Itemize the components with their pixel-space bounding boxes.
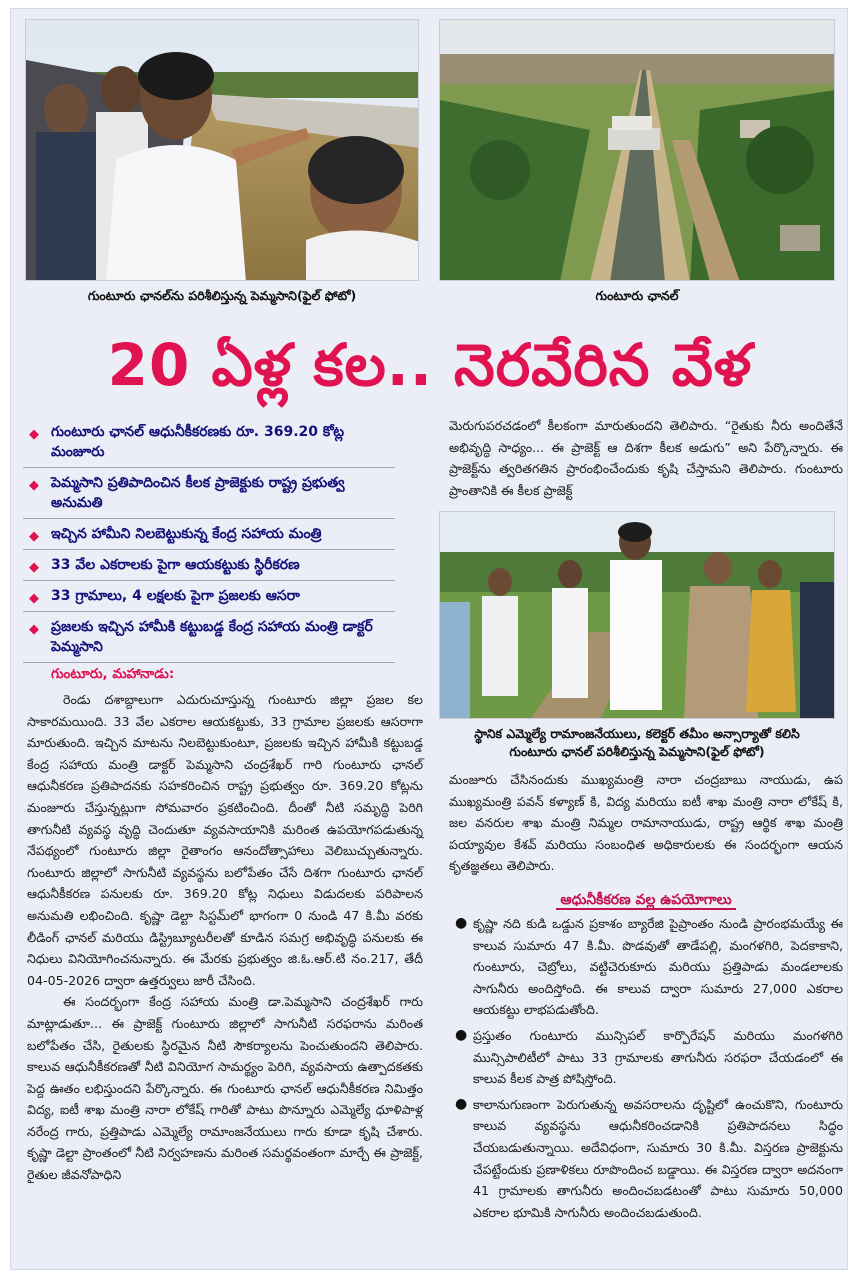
highlights-list <box>23 417 395 663</box>
diamond-icon: ◆ <box>29 529 39 544</box>
diamond-icon: ◆ <box>29 622 39 637</box>
benefit-text: కృష్ణా నది కుడి ఒడ్డున ప్రకాశం బ్యారేజి పైప్రాంతం నుండి ప్రారంభమయ్యే ఈ కాలువ సుమారు 47 కి.మీ. పొడవుతో తాడేపల్లి, మంగళగిరి, పెదకాకాని, గుంటూరు, చెబ్రోలు, వట్టిచెరుకూరు మరియు ప్రత్తిపాడు మండలాలకు సాగునీరు అందిస్తోంది. ఈ కాలువ ద్వారా సుమారు 27,000 ఎకరాల ఆయకట్టు లాభపడుతోంది. <box>473 916 843 1018</box>
highlight-item <box>23 612 395 663</box>
body-paragraph: మెరుగుపరచడంలో కీలకంగా మారుతుందని తెలిపారు. “రైతుకు నీరు అందితేనే అభివృద్ధి సాధ్యం... ఈ ప్రాజెక్ట్ ఆ దిశగా కీలక అడుగు” అని పేర్కొన్నారు. ఈ ప్రాజెక్ట్‌ను త్వరితగతిన ప్రారంభించేందుకు కృషి చేస్తామని తెలిపారు. గుంటూరు ప్రాంతానికి ఈ కీలక ప్రాజెక్ట్ <box>449 418 843 498</box>
benefit-item <box>449 913 843 1021</box>
newspaper-page <box>10 8 848 1270</box>
benefit-item <box>449 1025 843 1090</box>
benefit-text: ప్రస్తుతం గుంటూరు మున్సిపల్ కార్పొరేషన్ మరియు మంగళగిరి మున్సిపాలిటీలో పాటు 33 గ్రామాలకు తాగునీరు సరఫరా చేయడంలో ఈ కాలువ కీలక పాత్ర పోషిస్తోంది. <box>473 1027 843 1087</box>
highlight-item <box>23 550 395 581</box>
bullet-dot-icon: ● <box>455 1026 468 1043</box>
photo-guntur-channel-aerial-image <box>440 20 835 281</box>
benefits-heading-text: ఆధునీకీకరణ వల్ల ఉపయోగాలు <box>556 892 735 910</box>
highlight-text: ప్రజలకు ఇచ్చిన హామీకి కట్టుబడ్డ కేంద్ర సహాయ మంత్రి డాక్టర్ పెమ్మసాని <box>51 619 373 655</box>
diamond-icon: ◆ <box>29 560 39 575</box>
highlight-item <box>23 519 395 550</box>
body-paragraph: మంజూరు చేసినందుకు ముఖ్యమంత్రి నారా చంద్రబాబు నాయుడు, ఉప ముఖ్యమంత్రి పవన్ కళ్యాణ్ కి, విద్య మరియు ఐటీ శాఖ మంత్రి నారా లోకేష్ కి, జల వనరుల శాఖ మంత్రి నిమ్మల రామానాయుడు, రాష్ట్ర ఆర్థిక శాఖ మంత్రి పయ్యావుల కేశవ్ మరియు సంబంధిత అధికారులకు ఈ సందర్భంగా ఆయన కృతజ్ఞతలు తెలిపారు. <box>449 772 843 874</box>
highlight-text: 33 గ్రామాలు, 4 లక్షలకు పైగా ప్రజలకు ఆసరా <box>51 588 300 604</box>
highlight-text: గుంటూరు ఛానల్ ఆధునీకీకరణకు రూ. 369.20 కోట్ల మంజూరు <box>51 424 345 460</box>
photo-guntur-channel-aerial <box>439 19 835 281</box>
right-column-mid-text <box>449 769 843 877</box>
body-paragraph: ఈ సందర్భంగా కేంద్ర సహాయ మంత్రి డా.పెమ్మసాని చంద్రశేఖర్ గారు మాట్లాడుతూ... ఈ ప్రాజెక్ట్ గుంటూరు జిల్లాలో సాగునీటి సరఫరాను మరింత బలోపేతం చేసి, రైతులకు స్థిరమైన నీటి సౌకర్యాలను పెంచుతుందని తెలిపారు. కాలువ ఆధునీకీకరణతో నీటి వినియోగ సామర్థ్యం పెరిగి, వ్యవసాయ ఉత్పాదకతకు పెద్ద ఊతం లభిస్తుందని పేర్కొన్నారు. ఈ గుంటూరు ఛానల్ ఆధునీకీకరణ నిమిత్తం విద్య, ఐటీ శాఖ మంత్రి నారా లోకేష్ గారితో పాటు పొన్నూరు ఎమ్మెల్యే ధూళిపాళ్ల నరేంద్ర గారు, ప్రత్తిపాడు ఎమ్మెల్యే రామాంజనేయులు గారు కూడా కృషి చేశారు. కృష్ణా డెల్టా ప్రాంతంలో నీటి నిర్వహణను మరింత సమర్థవంతంగా మార్చే ఈ ప్రాజెక్ట్, రైతుల జీవనోపాధిని <box>27 994 423 1183</box>
photo-officials-with-collector-image <box>440 512 835 719</box>
dateline: గుంటూరు, మహానాడు: <box>51 666 175 682</box>
photo-officials-with-collector <box>439 511 835 719</box>
photo-officials-inspecting-canal <box>25 19 419 281</box>
bullet-dot-icon: ● <box>455 915 468 931</box>
benefit-text: కాలానుగుణంగా పెరుగుతున్న అవసరాలను దృష్టిలో ఉంచుకొని, గుంటూరు కాలువ వ్యవస్థను ఆధునీకరించడానికి ప్రతిపాదనలు సిద్ధం చేయబడుతున్నాయి. అదేవిధంగా, సుమారు 30 కి.మీ. విస్తరణ ప్రాజెక్టును చేపట్టేందుకు ప్రణాళికలు రూపొందించ బడ్డాయి. ఈ విస్తరణ ద్వారా అదనంగా 41 గ్రామాలకు తాగునీరు అందించబడటంతో పాటు సుమారు 50,000 ఎకరాల భూమికి సాగునీరు అందించబడుతుంది. <box>473 1096 843 1220</box>
highlight-text: పెమ్మసాని ప్రతిపాదించిన కీలక ప్రాజెక్టుకు రాష్ట్ర ప్రభుత్వ అనుమతి <box>51 475 345 511</box>
highlight-item <box>23 468 395 519</box>
benefits-list <box>449 913 843 1227</box>
left-column-body <box>27 689 423 1186</box>
photo-caption-top-left: గుంటూరు ఛానల్‌ను పరిశీలిస్తున్న పెమ్మసాని(ఫైల్ ఫోటో) <box>87 288 357 303</box>
diamond-icon: ◆ <box>29 591 39 606</box>
bullet-dot-icon: ● <box>455 1095 468 1112</box>
benefits-heading <box>449 889 843 911</box>
body-paragraph: రెండు దశాబ్దాలుగా ఎదురుచూస్తున్న గుంటూరు జిల్లా ప్రజల కల సాకారమయింది. 33 వేల ఎకరాల ఆయకట్టుకు, 33 గ్రామాల ప్రజలకు ఆసరాగా మారుతుంది. ఇచ్చిన మాటను నిలబెట్టుకుంటూ, ప్రజలకు ఇచ్చిన హామీకి కట్టుబడ్డ కేంద్ర సహాయ మంత్రి డాక్టర్ పెమ్మసాని చంద్రశేఖర్ గారి గుంటూరు ఛానల్ ఆధునీకరణ ప్రతిపాదనకు సహకరించిన రాష్ట్ర ప్రభుత్వం రూ. 369.20 కోట్లను మంజూరు చేస్తున్నట్లుగా సోమవారం ప్రకటించింది. దీంతో నీటి సమృద్ధి పెరిగి తాగునీటి వ్యవస్థ వృద్ధి చెందుతూ వ్యవసాయానికి మరింత ఉపయోగపడుతున్న నేపథ్యంలో గుంటూరు జిల్లా రైతాంగం ఆనందోత్సాహాలు వెలిబుచ్చుతున్నారు. గుంటూరు జిల్లాలో సాగునీటి వ్యవస్థను బలోపేతం చేసే దిశగా గుంటూరు ఛానల్ ఆధునీకీకరణ పనులకు రూ. 369.20 కోట్ల నిధులు విడుదలకు పరిపాలన అనుమతి లభించింది. కృష్ణా డెల్టా సిస్టమ్‌లో భాగంగా 0 నుండి 47 కి.మీ వరకు లీడింగ్ ఛానల్ మరియు డిస్ట్రిబ్యూటరీలతో కూడిన సమగ్ర అభివృద్ధి పనులకు ఈ నిధులు వినియోగించనున్నారు. ఈ మేరకు ప్రభుత్వం జి.ఓ.ఆర్.టి నం.217, తేదీ 04-05-2026 ద్వారా ఉత్తర్వులు జారీ చేసింది. <box>27 692 423 988</box>
benefit-item <box>449 1094 843 1224</box>
photo-caption-mid-right-line1: స్థానిక ఎమ్మెల్యే రామాంజనేయులు, కలెక్టర్ తమీం అన్సార్యాతో కలిసి <box>474 726 800 741</box>
diamond-icon: ◆ <box>29 478 39 493</box>
diamond-icon: ◆ <box>29 427 39 442</box>
photo-caption-mid-right-line2: గుంటూరు ఛానల్ పరిశీలిస్తున్న పెమ్మసాని(ఫైల్ ఫోటో) <box>509 744 765 759</box>
highlight-text: 33 వేల ఎకరాలకు పైగా ఆయకట్టుకు స్థిరీకరణ <box>51 557 300 573</box>
photo-officials-inspecting-canal-image <box>26 20 419 281</box>
highlight-item <box>23 417 395 468</box>
right-column-top-text <box>449 415 843 501</box>
headline: 20 ఏళ్ల కల.. నెరవేరిన వేళ <box>107 331 753 399</box>
highlight-item <box>23 581 395 612</box>
photo-caption-top-right: గుంటూరు ఛానల్ <box>595 288 679 303</box>
highlight-text: ఇచ్చిన హామీని నిలబెట్టుకున్న కేంద్ర సహాయ మంత్రి <box>51 526 322 542</box>
